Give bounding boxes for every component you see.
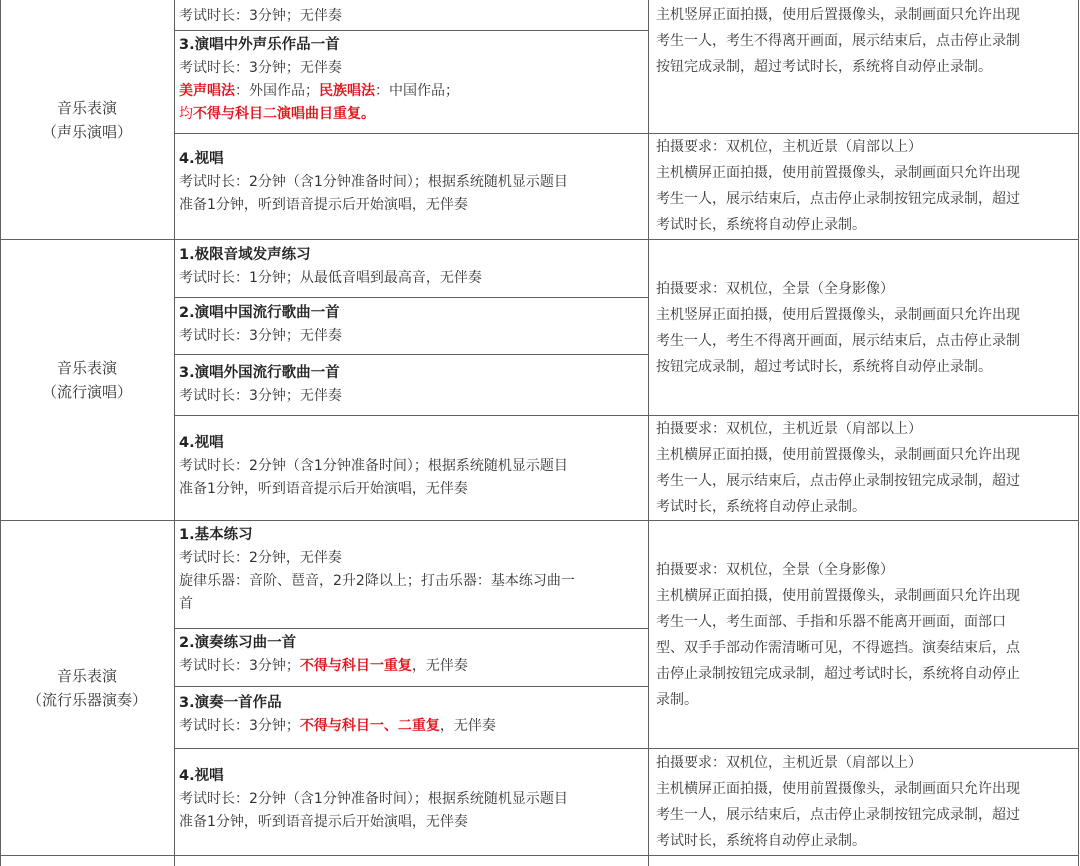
row-divider <box>174 415 649 416</box>
bel-canto-text: ：外国作品； <box>235 83 319 99</box>
ethnic-label: 民族唱法 <box>319 83 375 99</box>
category-subname: （声乐演唱） <box>41 122 132 141</box>
bel-canto-label: 美声唱法 <box>179 83 235 99</box>
filming-text: 型、双手手部动作需清晰可见，不得遮挡。演奏结束后，点 <box>656 639 1020 656</box>
item-title: 3.演唱外国流行歌曲一首 <box>179 365 340 381</box>
filming-text: 考试时长，系统将自动停止录制。 <box>656 833 866 849</box>
row-divider <box>174 133 649 134</box>
item-detail: 准备1分钟，听到语音提示后开始演唱，无伴奏 <box>179 814 468 830</box>
filming-cell-vocal-a <box>656 2 1076 80</box>
item-detail: 首 <box>179 596 193 612</box>
item-detail: 考试时长：3分钟；无伴奏 <box>179 8 342 24</box>
item-detail: 准备1分钟，听到语音提示后开始演唱，无伴奏 <box>179 481 468 497</box>
category-cell-pop-vocal <box>1 240 173 520</box>
filming-text: 考生一人，展示结束后，点击停止录制按钮完成录制，超过 <box>656 807 1020 823</box>
row-divider <box>174 30 649 31</box>
row-divider <box>174 628 649 629</box>
item-styles <box>179 80 645 103</box>
filming-text: 考试时长，系统将自动停止录制。 <box>656 217 866 233</box>
item-title: 4.视唱 <box>179 151 224 167</box>
item-cell-pop-4 <box>179 432 645 501</box>
filming-text: 录制。 <box>656 691 698 708</box>
item-detail: 考试时长：3分钟；无伴奏 <box>179 388 342 404</box>
detail-prefix: 考试时长：3分钟； <box>179 658 300 674</box>
item-detail: 考试时长：3分钟；无伴奏 <box>179 328 342 344</box>
item-cell-vocal-4 <box>179 148 645 217</box>
item-detail <box>179 715 645 738</box>
filming-cell-pop-a <box>656 240 1076 415</box>
red-note-prefix: 均 <box>179 106 193 122</box>
row-divider <box>174 748 649 749</box>
filming-cell-inst-b <box>656 750 1076 854</box>
detail-red: 不得与科目一、二重复 <box>299 718 440 734</box>
item-detail: 考试时长：2分钟（含1分钟准备时间）；根据系统随机显示题目 <box>179 174 568 190</box>
section-divider <box>0 855 1079 856</box>
item-detail: 旋律乐器：音阶、琶音，2升2降以上；打击乐器：基本练习曲一 <box>179 573 575 589</box>
detail-red: 不得与科目一重复 <box>299 658 412 674</box>
filming-text: 按钮完成录制，超过考试时长，系统将自动停止录制。 <box>656 358 992 375</box>
item-title: 4.视唱 <box>179 768 224 784</box>
filming-text: 考生一人，考生面部、手指和乐器不能离开画面，面部口 <box>656 613 1006 630</box>
item-title: 2.演唱中国流行歌曲一首 <box>179 305 340 321</box>
item-detail: 考试时长：2分钟（含1分钟准备时间）；根据系统随机显示题目 <box>179 791 568 807</box>
category-cell-pop-instrument <box>1 521 173 855</box>
category-name: 音乐表演 <box>56 98 117 117</box>
item-detail: 考试时长：3分钟；无伴奏 <box>179 60 342 76</box>
filming-cell-vocal-b <box>656 134 1076 238</box>
detail-suffix: ，无伴奏 <box>411 658 468 674</box>
column-divider-2 <box>648 0 649 866</box>
filming-text: 考生一人，展示结束后，点击停止录制按钮完成录制，超过 <box>656 191 1020 207</box>
column-divider-1 <box>174 0 175 866</box>
item-title: 2.演奏练习曲一首 <box>179 635 297 651</box>
item-cell-vocal-3 <box>179 34 645 126</box>
filming-text: 按钮完成录制，超过考试时长，系统将自动停止录制。 <box>656 59 992 75</box>
detail-prefix: 考试时长：3分钟； <box>179 718 300 734</box>
table-border-right <box>1078 0 1079 866</box>
filming-text: 主机横屏正面拍摄，使用前置摄像头，录制画面只允许出现 <box>656 165 1020 181</box>
filming-text: 拍摄要求：双机位，主机近景（肩部以上） <box>656 421 922 437</box>
item-detail: 准备1分钟，听到语音提示后开始演唱，无伴奏 <box>179 197 468 213</box>
filming-text: 击停止录制按钮完成录制，超过考试时长，系统将自动停止 <box>656 665 1020 682</box>
filming-text: 主机横屏正面拍摄，使用前置摄像头，录制画面只允许出现 <box>656 447 1020 463</box>
item-title: 4.视唱 <box>179 435 224 451</box>
filming-text: 考生一人，展示结束后，点击停止录制按钮完成录制，超过 <box>656 473 1020 489</box>
category-name: 音乐表演 <box>56 359 117 377</box>
filming-text: 主机横屏正面拍摄，使用前置摄像头，录制画面只允许出现 <box>656 587 1020 604</box>
row-divider <box>174 297 649 298</box>
item-title: 1.极限音域发声练习 <box>179 247 311 263</box>
filming-text: 拍摄要求：双机位，主机近景（肩部以上） <box>656 755 922 771</box>
category-subname: （流行演唱） <box>41 383 132 401</box>
item-cell-inst-4 <box>179 765 645 834</box>
filming-text: 主机横屏正面拍摄，使用前置摄像头，录制画面只允许出现 <box>656 781 1020 797</box>
item-cell-inst-3 <box>179 692 645 738</box>
item-title: 1.基本练习 <box>179 527 253 543</box>
item-cell-pop-1 <box>179 244 645 290</box>
row-divider <box>174 354 649 355</box>
category-cell-vocal <box>1 0 173 239</box>
item-detail: 考试时长：2分钟，无伴奏 <box>179 550 342 566</box>
filming-text: 拍摄要求：双机位，全景（全身影像） <box>656 561 894 578</box>
filming-text: 考生一人，考生不得离开画面，展示结束后，点击停止录制 <box>656 332 1020 349</box>
filming-text: 考生一人，考生不得离开画面，展示结束后，点击停止录制 <box>656 33 1020 49</box>
category-name: 音乐表演 <box>56 667 117 685</box>
filming-text: 拍摄要求：双机位，全景（全身影像） <box>656 280 894 297</box>
item-detail: 考试时长：2分钟（含1分钟准备时间）；根据系统随机显示题目 <box>179 458 568 474</box>
item-title: 3.演奏一首作品 <box>179 695 282 711</box>
item-title: 3.演唱中外声乐作品一首 <box>179 37 340 53</box>
item-cell-inst-1 <box>179 524 645 616</box>
ethnic-text: ：中国作品； <box>375 83 459 99</box>
category-subname: （流行乐器演奏） <box>26 691 147 709</box>
item-cell-inst-2 <box>179 632 645 678</box>
filming-cell-pop-b <box>656 416 1076 520</box>
row-divider <box>648 748 1079 749</box>
filming-text: 考试时长，系统将自动停止录制。 <box>656 499 866 515</box>
row-divider <box>174 686 649 687</box>
item-cell-vocal-2 <box>179 5 645 28</box>
red-note: 不得与科目二演唱曲目重复。 <box>193 106 375 122</box>
item-red-note <box>179 103 645 126</box>
item-cell-pop-3 <box>179 362 645 408</box>
filming-cell-inst-a <box>656 521 1076 748</box>
filming-text: 主机竖屏正面拍摄，使用后置摄像头，录制画面只允许出现 <box>656 7 1020 23</box>
item-cell-pop-2 <box>179 302 645 348</box>
item-detail <box>179 655 645 678</box>
item-detail: 考试时长：1分钟；从最低音唱到最高音，无伴奏 <box>179 270 482 286</box>
filming-text: 主机竖屏正面拍摄，使用后置摄像头，录制画面只允许出现 <box>656 306 1020 323</box>
detail-suffix: ，无伴奏 <box>439 718 496 734</box>
filming-text: 拍摄要求：双机位，主机近景（肩部以上） <box>656 139 922 155</box>
